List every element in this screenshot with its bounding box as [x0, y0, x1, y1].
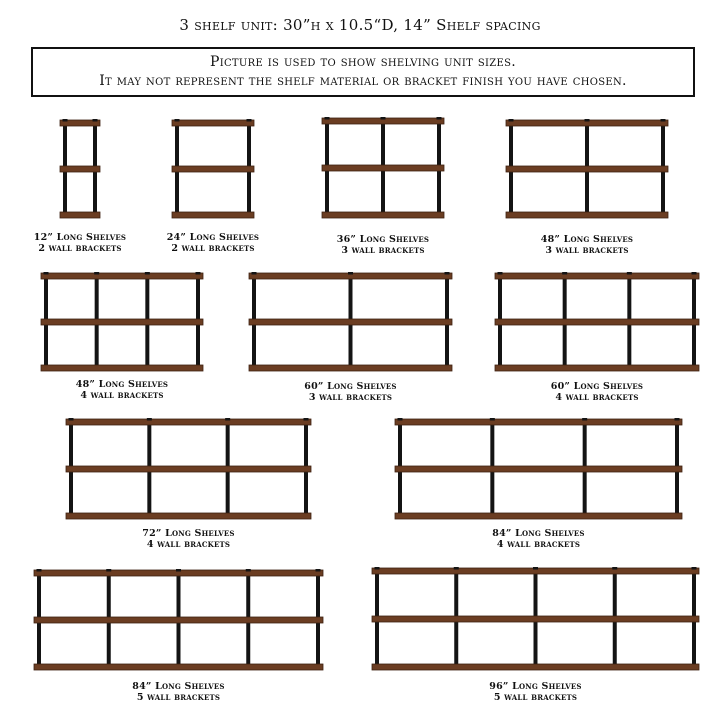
wood-shelf-board [172, 166, 254, 172]
bracket-count-label: 5 wall brackets [493, 692, 578, 703]
shelf-unit [172, 120, 254, 218]
shelf-unit [60, 120, 100, 218]
shelf-unit [395, 419, 682, 519]
bracket-cap [176, 569, 181, 572]
wood-shelf-board [34, 664, 323, 670]
bracket-cap [509, 119, 514, 122]
bracket-cap [612, 567, 617, 570]
wood-shelf-board [495, 273, 699, 279]
disclaimer-line-2: It may not represent the shelf material or bracket finish you have chosen. [99, 73, 627, 89]
shelf-unit-drawing [66, 419, 311, 519]
wood-shelf-board [506, 212, 668, 218]
shelf-unit-caption [266, 381, 436, 403]
wood-shelf-board [172, 212, 254, 218]
shelf-unit-drawing [249, 273, 452, 371]
bracket-cap [316, 569, 321, 572]
wood-shelf-board [395, 466, 682, 472]
shelf-unit-caption [104, 528, 274, 550]
bracket-count-label: 4 wall brackets [496, 539, 581, 550]
bracket-cap [498, 272, 503, 275]
disclaimer-box [31, 47, 695, 97]
shelf-unit [249, 273, 452, 371]
bracket-count-label: 4 wall brackets [555, 392, 639, 403]
bracket-cap [94, 272, 99, 275]
bracket-count-label: 3 wall brackets [341, 245, 425, 256]
wood-shelf-board [66, 466, 311, 472]
wood-shelf-board [249, 319, 452, 325]
shelf-unit [372, 568, 699, 670]
wood-shelf-board [395, 513, 682, 519]
shelf-length-label: 60” Long Shelves [304, 381, 397, 392]
bracket-count-label: 4 wall brackets [146, 539, 231, 550]
bracket-cap [63, 119, 68, 122]
shelf-length-label: 24” Long Shelves [166, 232, 260, 243]
shelf-length-label: 48” Long Shelves [75, 379, 169, 390]
bracket-count-label: 2 wall brackets [38, 243, 122, 254]
shelf-length-label: 84” Long Shelves [492, 528, 585, 539]
shelf-unit-drawing [506, 120, 668, 218]
bracket-cap [398, 418, 403, 421]
bracket-cap [304, 418, 309, 421]
shelf-unit [495, 273, 699, 371]
shelf-unit-caption [512, 381, 682, 403]
shelf-length-label: 60” Long Shelves [550, 381, 644, 392]
bracket-cap [585, 119, 590, 122]
shelf-unit-caption [502, 234, 672, 256]
bracket-cap [44, 272, 49, 275]
wood-shelf-board [41, 319, 203, 325]
shelf-unit-drawing [34, 570, 323, 670]
wood-shelf-board [34, 617, 323, 623]
shelf-unit [34, 570, 323, 670]
disclaimer-line-1: Picture is used to show shelving unit sizes. [210, 54, 516, 70]
shelf-length-label: 36” Long Shelves [336, 234, 430, 245]
bracket-cap [325, 117, 330, 120]
wood-shelf-board [372, 664, 699, 670]
bracket-cap [627, 272, 632, 275]
bracket-count-label: 2 wall brackets [171, 243, 255, 254]
bracket-cap [93, 119, 98, 122]
bracket-cap [196, 272, 201, 275]
shelf-length-label: 12” Long Shelves [33, 232, 127, 243]
page-title: 3 shelf unit: 30”h x 10.5“D, 14” Shelf spacing [179, 16, 541, 34]
bracket-cap [348, 272, 353, 275]
shelf-unit-drawing [395, 419, 682, 519]
wood-shelf-board [495, 365, 699, 371]
wood-shelf-board [172, 120, 254, 126]
bracket-cap [445, 272, 450, 275]
wood-shelf-board [506, 166, 668, 172]
shelf-unit [506, 120, 668, 218]
bracket-cap [225, 418, 230, 421]
bracket-count-label: 3 wall brackets [308, 392, 393, 403]
wood-shelf-board [372, 616, 699, 622]
shelf-unit [41, 273, 203, 371]
bracket-cap [247, 119, 252, 122]
shelf-unit-caption [298, 234, 468, 256]
bracket-cap [106, 569, 111, 572]
bracket-cap [692, 272, 697, 275]
bracket-cap [661, 119, 666, 122]
bracket-cap [675, 418, 680, 421]
shelf-unit-drawing [372, 568, 699, 670]
shelf-unit-caption [128, 232, 298, 254]
shelf-unit-caption [37, 379, 207, 401]
wood-shelf-board [322, 165, 444, 171]
wood-shelf-board [41, 365, 203, 371]
shelf-unit-drawing [41, 273, 203, 371]
shelf-length-label: 48” Long Shelves [540, 234, 634, 245]
bracket-cap [375, 567, 380, 570]
wood-shelf-board [60, 212, 100, 218]
bracket-cap [381, 117, 386, 120]
wood-shelf-board [66, 513, 311, 519]
shelf-unit-drawing [60, 120, 100, 218]
wood-shelf-board [249, 365, 452, 371]
shelf-unit-caption [454, 528, 624, 550]
bracket-cap [692, 567, 697, 570]
wood-shelf-board [322, 212, 444, 218]
shelf-length-label: 96” Long Shelves [489, 681, 582, 692]
shelf-unit-drawing [495, 273, 699, 371]
wood-shelf-board [60, 166, 100, 172]
bracket-cap [175, 119, 180, 122]
shelf-unit [322, 118, 444, 218]
shelf-unit-caption [451, 681, 621, 703]
wood-shelf-board [395, 419, 682, 425]
bracket-count-label: 5 wall brackets [136, 692, 221, 703]
wood-shelf-board [495, 319, 699, 325]
bracket-cap [582, 418, 587, 421]
shelf-unit-caption [94, 681, 264, 703]
bracket-cap [490, 418, 495, 421]
shelf-unit [66, 419, 311, 519]
wood-shelf-board [41, 273, 203, 279]
bracket-count-label: 3 wall brackets [545, 245, 629, 256]
bracket-cap [437, 117, 442, 120]
bracket-cap [147, 418, 152, 421]
wood-shelf-board [66, 419, 311, 425]
bracket-cap [252, 272, 257, 275]
bracket-cap [533, 567, 538, 570]
shelf-unit-drawing [322, 118, 444, 218]
bracket-cap [69, 418, 74, 421]
bracket-cap [37, 569, 42, 572]
bracket-cap [562, 272, 567, 275]
shelf-length-label: 84” Long Shelves [132, 681, 225, 692]
shelf-length-label: 72” Long Shelves [142, 528, 235, 539]
bracket-cap [454, 567, 459, 570]
shelf-unit-drawing [172, 120, 254, 218]
bracket-cap [246, 569, 251, 572]
bracket-cap [145, 272, 150, 275]
bracket-count-label: 4 wall brackets [80, 390, 164, 401]
